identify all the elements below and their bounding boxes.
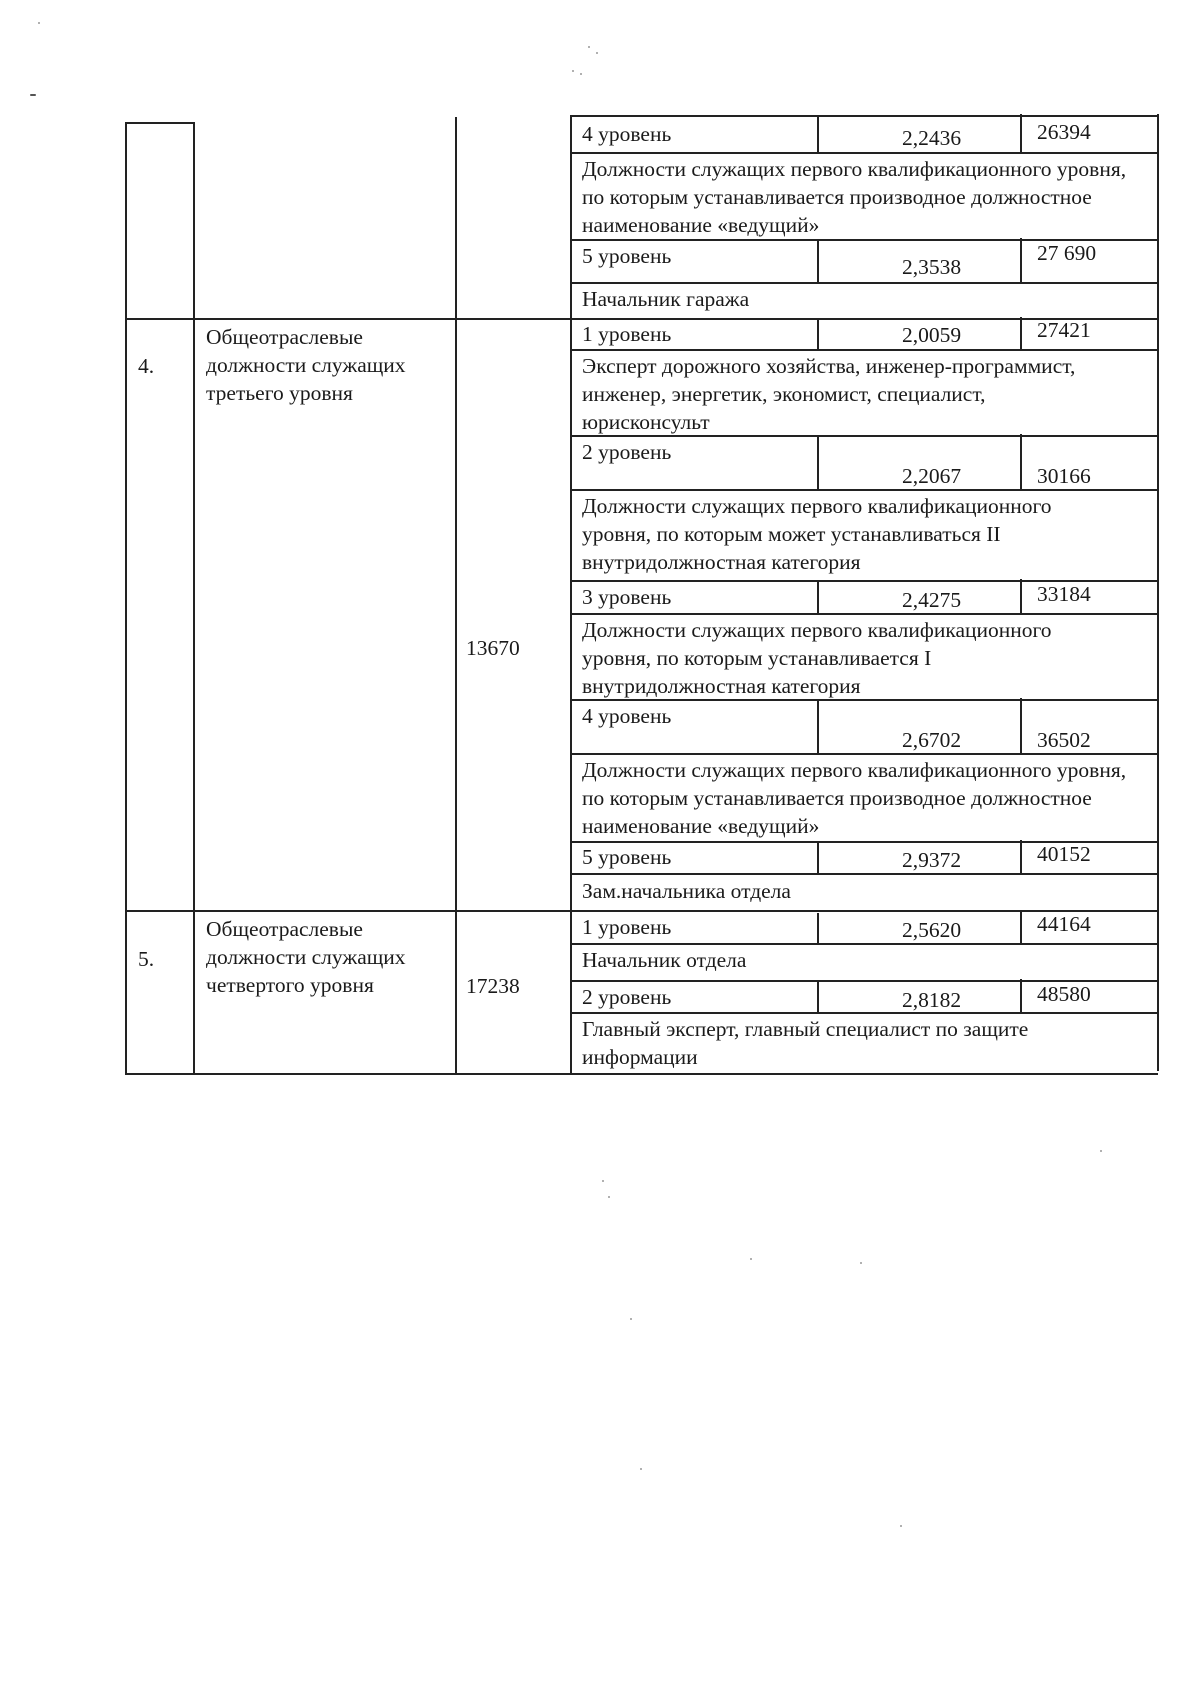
table-border-bottom (125, 1073, 1158, 1075)
positions-text: Должности служащих первого квалификационного уровня, по которым устанавливается I внутридолжностная категория (582, 618, 1052, 698)
column-divider (817, 240, 819, 283)
column-divider (817, 842, 819, 874)
salary-amount: 27421 (1037, 318, 1091, 342)
column-divider (817, 319, 819, 349)
group-name: Общеотраслевые должности служащих четвертого уровня (206, 917, 406, 997)
salary-amount: 36502 (1037, 728, 1091, 752)
row-divider (570, 943, 1158, 945)
level-label: 1 уровень (582, 322, 672, 346)
row-divider (570, 282, 1158, 284)
column-divider (817, 436, 819, 490)
column-divider (1020, 698, 1022, 754)
salary-amount: 26394 (1037, 120, 1091, 144)
level-label: 5 уровень (582, 845, 672, 869)
level-label: 1 уровень (582, 915, 672, 939)
table-border-top (570, 115, 1158, 117)
column-divider (817, 582, 819, 614)
positions-text: Должности служащих первого квалификационного уровня, по которым может устанавливаться II внутридолжностная категория (582, 494, 1052, 574)
level-label: 2 уровень (582, 985, 672, 1009)
level-label: 4 уровень (582, 122, 672, 146)
positions-text: Эксперт дорожного хозяйства, инженер-программист, инженер, энергетик, экономист, специалист, юрисконсульт (582, 354, 1076, 434)
salary-amount: 33184 (1037, 582, 1091, 606)
base-salary: 17238 (466, 974, 520, 998)
coefficient-value: 2,2067 (902, 464, 962, 488)
column-divider (1020, 840, 1022, 874)
positions-text: Начальник гаража (582, 287, 750, 311)
coefficient-value: 2,2436 (902, 126, 962, 150)
group-name: Общеотраслевые должности служащих третьего уровня (206, 325, 406, 405)
column-divider (455, 117, 457, 1075)
positions-text: Главный эксперт, главный специалист по защите информации (582, 1017, 1029, 1069)
column-divider (1020, 238, 1022, 283)
column-divider (817, 700, 819, 754)
level-label: 3 уровень (582, 585, 672, 609)
column-divider (1020, 911, 1022, 944)
table-border-right (1157, 114, 1159, 1071)
coefficient-value: 2,9372 (902, 848, 962, 872)
column-divider (817, 981, 819, 1013)
row-divider (570, 613, 1158, 615)
positions-text: Зам.начальника отдела (582, 879, 791, 903)
row-divider (125, 910, 1158, 912)
column-divider (193, 122, 195, 1075)
salary-amount: 30166 (1037, 464, 1091, 488)
level-label: 4 уровень (582, 704, 672, 728)
column-divider (1020, 579, 1022, 614)
positions-text: Начальник отдела (582, 948, 747, 972)
row-number: 4. (138, 354, 155, 378)
table-border-top (125, 122, 194, 124)
salary-amount: 48580 (1037, 982, 1091, 1006)
column-divider (817, 913, 819, 944)
coefficient-value: 2,4275 (902, 588, 962, 612)
column-divider (1020, 114, 1022, 153)
base-salary: 13670 (466, 636, 520, 660)
level-label: 5 уровень (582, 244, 672, 268)
coefficient-value: 2,3538 (902, 255, 962, 279)
coefficient-value: 2,8182 (902, 988, 962, 1012)
salary-amount: 44164 (1037, 912, 1091, 936)
row-divider (570, 152, 1158, 154)
column-divider (1020, 317, 1022, 349)
column-divider (1020, 434, 1022, 490)
coefficient-value: 2,0059 (902, 323, 962, 347)
row-divider (570, 349, 1158, 351)
row-divider (570, 1012, 1158, 1014)
level-label: 2 уровень (582, 440, 672, 464)
column-divider (1020, 979, 1022, 1013)
row-divider (570, 873, 1158, 875)
salary-amount: 40152 (1037, 842, 1091, 866)
positions-text: Должности служащих первого квалификационного уровня, по которым устанавливается производное должностное наименование «ведущий» (582, 758, 1127, 838)
column-divider (817, 117, 819, 153)
coefficient-value: 2,6702 (902, 728, 962, 752)
row-number: 5. (138, 947, 155, 971)
coefficient-value: 2,5620 (902, 918, 962, 942)
salary-amount: 27 690 (1037, 241, 1097, 265)
positions-text: Должности служащих первого квалификационного уровня, по которым устанавливается производное должностное наименование «ведущий» (582, 157, 1127, 237)
table-border-left (125, 122, 127, 1075)
column-divider (570, 117, 572, 1075)
